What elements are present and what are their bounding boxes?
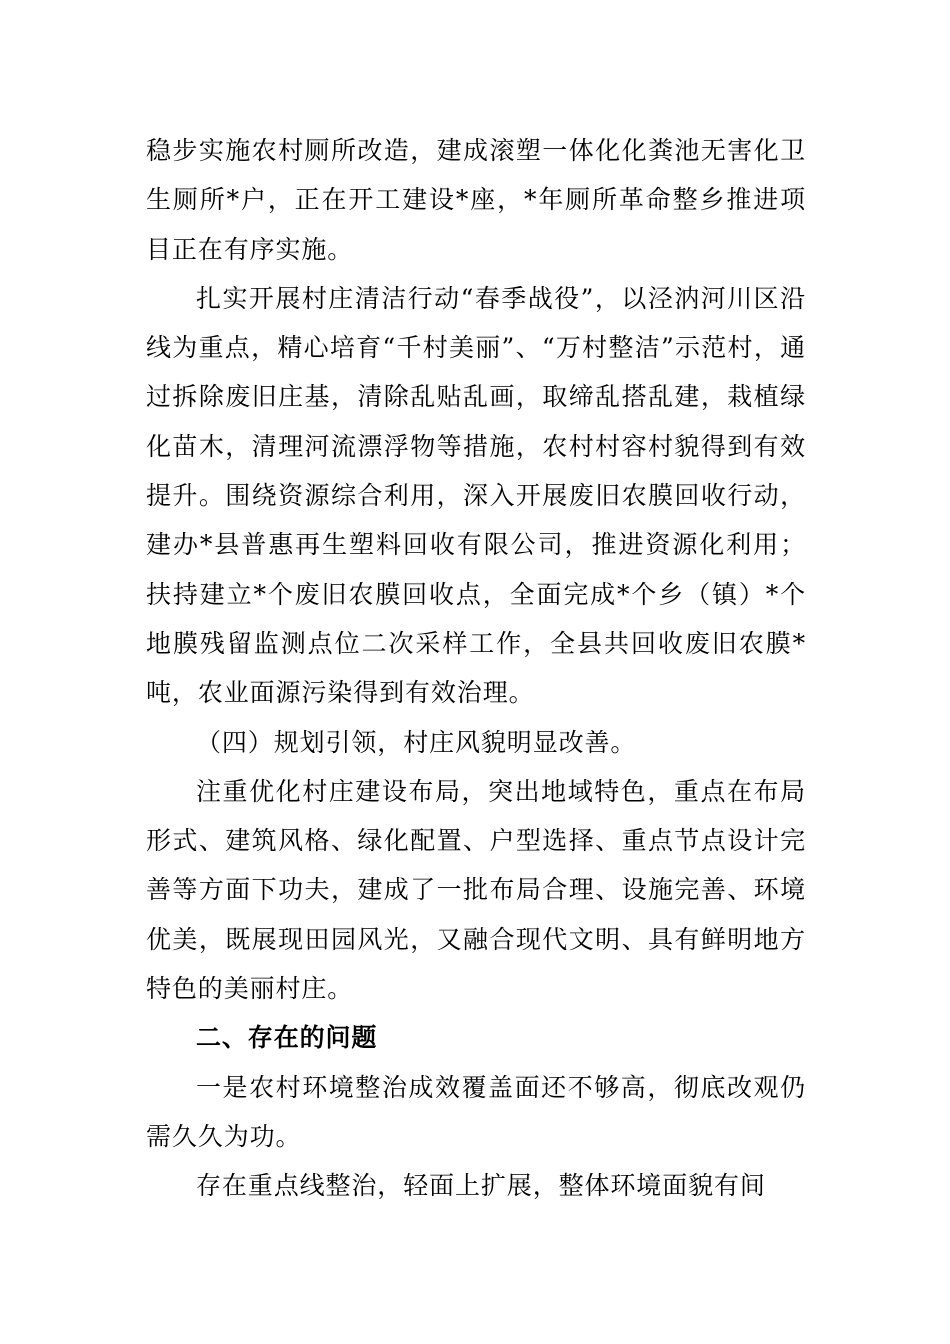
- paragraph-village-cleaning: 扎实开展村庄清洁行动“春季战役”，以泾汭河川区沿线为重点，精心培育“千村美丽”、“万村整洁”示范村，通过拆除废旧庄基，清除乱贴乱画，取缔乱搭乱建，栽植绿化苗木，清理河流漂浮物等措施，农村村容村貌得到有效提升。围绕资源综合利用，深入开展废旧农膜回收行动，建办*县普惠再生塑料回收有限公司，推进资源化利用；扶持建立*个废旧农膜回收点，全面完成*个乡（镇）*个地膜残留监测点位二次采样工作，全县共回收废旧农膜*吨，农业面源污染得到有效治理。: [146, 283, 806, 708]
- paragraph-problem-one: 一是农村环境整治成效覆盖面还不够高，彻底改观仍需久久为功。: [146, 1072, 806, 1151]
- paragraph-problem-detail: 存在重点线整治，轻面上扩展，整体环境面貌有间: [196, 1171, 766, 1201]
- paragraph-toilet-renovation: 稳步实施农村厕所改造，建成滚塑一体化化粪池无害化卫生厕所*户，正在开工建设*座，*年厕所革命整乡推进项目正在有序实施。: [146, 136, 806, 264]
- paragraph-village-layout: 注重优化村庄建设布局，突出地域特色，重点在布局形式、建筑风格、绿化配置、户型选择、重点节点设计完善等方面下功夫，建成了一批布局合理、设施完善、环境优美，既展现田园风光，又融合现代文明、具有鲜明地方特色的美丽村庄。: [146, 776, 806, 1004]
- section-subheading-planning: （四）规划引领，村庄风貌明显改善。: [196, 727, 637, 757]
- document-body: [146, 126, 806, 1211]
- section-heading-problems: 二、存在的问题: [196, 1023, 378, 1053]
